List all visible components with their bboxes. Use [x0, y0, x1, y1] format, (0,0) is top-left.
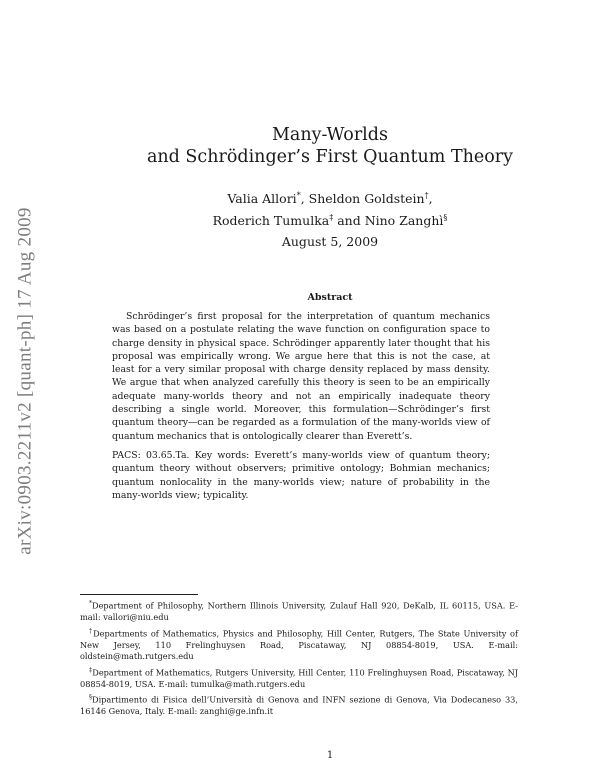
abstract-heading: Abstract	[307, 292, 353, 303]
author-footnote-mark: ‡	[329, 213, 334, 223]
pacs-keywords: PACS: 03.65.Ta. Key words: Everett’s many-worlds view of quantum theory; quantum theory without observers; primitive ontology; Bohmian mechanics; quantum nonlocality in the many-worlds view; nature of probability in the many-worlds view; typicality.	[112, 450, 490, 501]
footnote-text: Departments of Mathematics, Physics and Philosophy, Hill Center, Rutgers, The State University of New Jersey, 110 Frelinghuysen Road, Piscataway, NJ 08854-8019, USA. E-mail: oldstein@math.rutgers.edu	[80, 628, 519, 662]
author-separator: ,	[428, 191, 433, 207]
author-footnote-mark: §	[443, 213, 448, 223]
author-footnote-mark: *	[296, 191, 301, 200]
footnote-text: Dipartimento di Fisica dell’Università di Genova and INFN sezione di Genova, Via Dodecaneso 33, 16146 Genova, Italy. E-mail: zanghi@ge.infn.it	[80, 694, 518, 717]
footnote	[80, 665, 518, 691]
author-list	[60, 186, 600, 230]
arxiv-id: arXiv:0903.2211v2 [quant-ph] 17 Aug 2009	[15, 207, 37, 555]
footnote-text: Department of Philosophy, Northern Illinois University, Zulauf Hall 920, DeKalb, IL 60115, USA. E-mail: vallori@niu.edu	[80, 600, 518, 623]
footnote-mark: †	[89, 627, 94, 635]
author-name: Nino Zanghì	[364, 213, 444, 229]
footnote-mark: §	[89, 694, 92, 702]
footnote-text: Department of Mathematics, Rutgers University, Hill Center, 110 Frelinghuysen Road, Piscataway, NJ 08854-8019, USA. E-mail: tumulka@math.rutgers.edu	[80, 667, 519, 689]
author-name: Sheldon Goldstein	[308, 191, 425, 207]
author-footnote-mark: †	[424, 191, 429, 200]
author-name: Valia Allori	[227, 191, 297, 207]
paper-date: August 5, 2009	[281, 234, 379, 249]
author-name: Roderich Tumulka	[212, 213, 330, 229]
title-line-1: Many-Worlds	[272, 125, 388, 145]
footnote-mark: *	[89, 600, 92, 607]
author-separator: and	[333, 213, 365, 229]
footnote	[80, 598, 518, 624]
title-line-2: and Schrödinger’s First Quantum Theory	[146, 147, 514, 167]
arxiv-sidebar-stamp	[6, 186, 46, 576]
author-line-1	[60, 186, 600, 208]
footnote-divider	[80, 594, 198, 595]
page-number: 1	[326, 750, 334, 761]
author-line-2	[60, 208, 600, 230]
footnote	[80, 692, 518, 718]
paper-title	[60, 124, 600, 168]
abstract-text: Schrödinger’s first proposal for the interpretation of quantum mechanics was based on a postulate relating the wave function on configuration space to charge density in physical space. Schrödinger apparently later thought that his proposal was empirically wrong. We argue here that this is not the case, at least for a very similar proposal with charge density replaced by mass density. We argue that when analyzed carefully this theory is seen to be an empirically adequate many-worlds theory and not an empirically inadequate theory describing a single world. Moreover, this formulation—Schrödinger’s first quantum theory—can be regarded as a formulation of the many-worlds view of quantum mechanics that is ontologically clearer than Everett’s.	[112, 311, 490, 442]
footnote-mark: ‡	[89, 666, 93, 674]
author-separator: ,	[300, 191, 309, 207]
footnotes	[80, 598, 518, 720]
footnote	[80, 626, 518, 663]
